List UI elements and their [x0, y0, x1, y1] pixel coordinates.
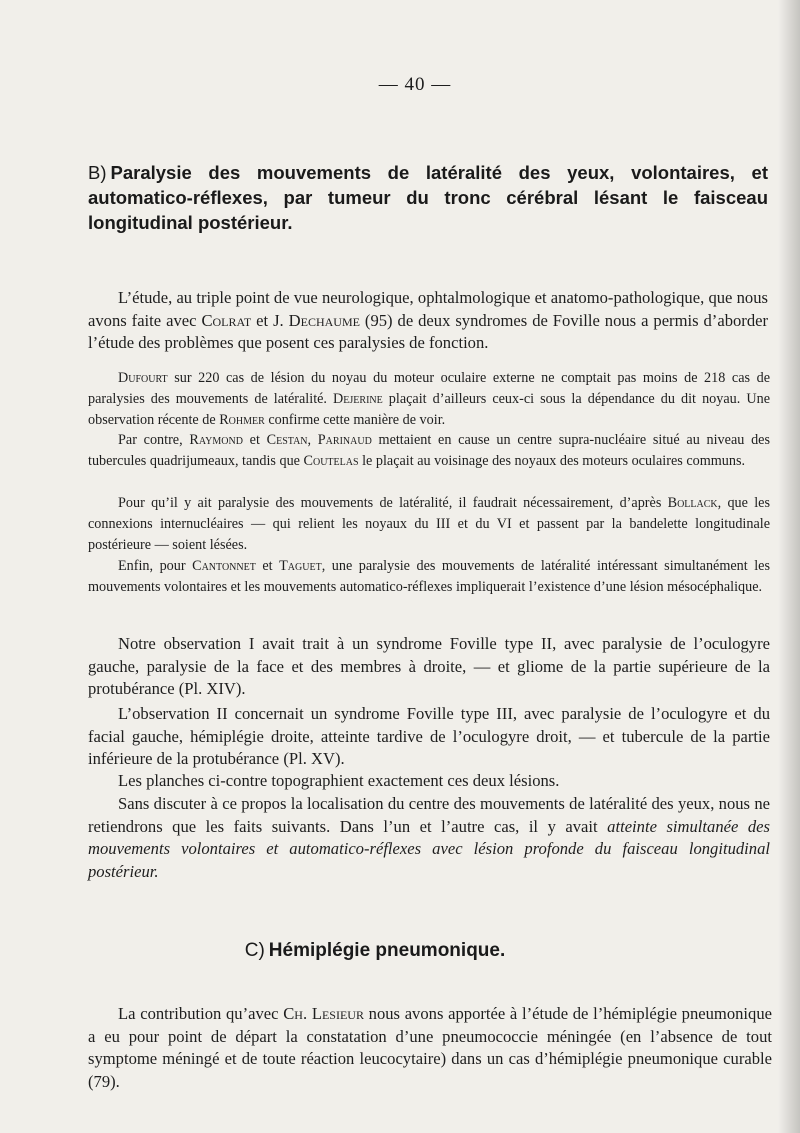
text-run: sur 220 cas de lésion du noyau du moteur oculaire externe ne comptait pas moins de 218 cas de paralysies des mouvements de latéralité. [88, 370, 770, 407]
section-c-letter: C) [244, 940, 265, 961]
paragraph-hemiplegie [88, 1003, 772, 1093]
author-name: Dejerine [333, 391, 383, 407]
text-run: , une paralysie des mouvements de latéralité intéressant simultanément les mouvements volontaires et les mouvements automatico-réflexes impliquerait l’existence d’une lésion mésocéphalique. [88, 558, 770, 595]
author-name: Colrat [201, 310, 252, 330]
section-c-title: Hémiplégie pneumonique. [268, 940, 506, 961]
paragraph-cantonnet [88, 556, 770, 598]
text-run: mettaient en cause un centre supra-nucléaire situé au niveau des tubercules quadrijumeaux, tandis que [88, 432, 770, 469]
paragraph-intro [88, 287, 768, 355]
author-name: Parinaud [317, 432, 372, 448]
text-run: , [307, 432, 318, 448]
text-run: Pour qu’il y ait paralysie des mouvements de latéralité, il faudrait nécessairement, d’après [118, 495, 668, 511]
author-name: Dechaume [288, 310, 360, 330]
text-run: La contribution qu’avec [118, 1004, 284, 1023]
paragraph-planches: Les planches ci-contre topographient exactement ces deux lésions. [118, 771, 560, 790]
text-run: (95) de deux syndromes de Foville nous a permis d’aborder l’étude des problèmes que posent ces paralysies de fonction. [88, 310, 769, 352]
paragraph-raymond [88, 430, 770, 472]
section-b-heading [88, 160, 768, 235]
text-run: Par contre, [118, 432, 190, 448]
page-edge-shadow [778, 0, 800, 1133]
text-run: confirme cette manière de voir. [264, 412, 446, 428]
section-b-letter: B) [88, 162, 107, 183]
text-run: plaçait d’ailleurs ceux-ci sous la dépendance du dit noyau. Une observation récente de [88, 391, 770, 428]
paragraph-observation-2: L’observation II concernait un syndrome Foville type III, avec paralysie de l’oculogyre et du facial gauche, hémiplégie droite, atteinte tardive de l’oculogyre droit, — et tubercule de la partie inférieure de la protubérance (Pl. XV). [88, 704, 770, 768]
author-name: Taguet [279, 558, 322, 574]
author-name: Bollack [667, 495, 718, 511]
section-b-title: Paralysie des mouvements de latéralité des yeux, volontaires, et automatico-réflexes, par tumeur du tronc cérébral lésant le faisceau longitudinal postérieur. [88, 162, 768, 233]
paragraph-observation-1: Notre observation I avait trait à un syndrome Foville type II, avec paralysie de l’oculogyre gauche, paralysie de la face et des membres à droite, — et gliome de la partie supérieure de la protubérance (Pl. XIV). [88, 634, 770, 698]
text-run: et [255, 558, 280, 574]
author-name: Coutelas [303, 453, 359, 469]
text-run: nous avons apportée à l’étude de l’hémiplégie pneumonique a eu pour point de départ la constatation d’une pneumococcie méningée (en l’absence de tout symptome méningé et de toute réaction leucocytaire) dans un cas d’hémiplégie pneumonique curable (79). [88, 1004, 773, 1091]
text-run: Enfin, pour [118, 558, 193, 574]
paragraph-dufourt [88, 368, 770, 431]
text-run: le plaçait au voisinage des noyaux des moteurs oculaires communs. [358, 453, 746, 469]
author-name: Dufourt [118, 370, 168, 386]
section-c-heading [0, 940, 750, 962]
paragraph-bollack [88, 493, 770, 556]
text-run: L’étude, au triple point de vue neurologique, ophtalmologique et anatomo-pathologique, que nous avons faite avec [88, 288, 768, 330]
author-name: Ch. Lesieur [283, 1004, 364, 1023]
author-name: Rohmer [219, 412, 265, 428]
page-number: — 40 — [378, 74, 452, 95]
text-run: , que les connexions internucléaires — qui relient les noyaux du III et du VI et passent par la bandelette longitudinale postérieure — soient lésées. [88, 495, 770, 553]
paragraph-conclusion [88, 793, 770, 883]
text-run: et J. [251, 310, 289, 330]
author-name: Cestan [266, 432, 308, 448]
text-run: et [242, 432, 267, 448]
author-name: Cantonnet [192, 558, 256, 574]
text-run: Sans discuter à ce propos la localisation du centre des mouvements de latéralité des yeux, nous ne retiendrons que les faits suivants. Dans l’un et l’autre cas, il y avait [88, 794, 770, 836]
italic-emphasis: atteinte simultanée des mouvements volontaires et automatico-réflexes avec lésion profonde du faisceau longitudinal postérieur. [88, 816, 770, 881]
author-name: Raymond [189, 432, 243, 448]
